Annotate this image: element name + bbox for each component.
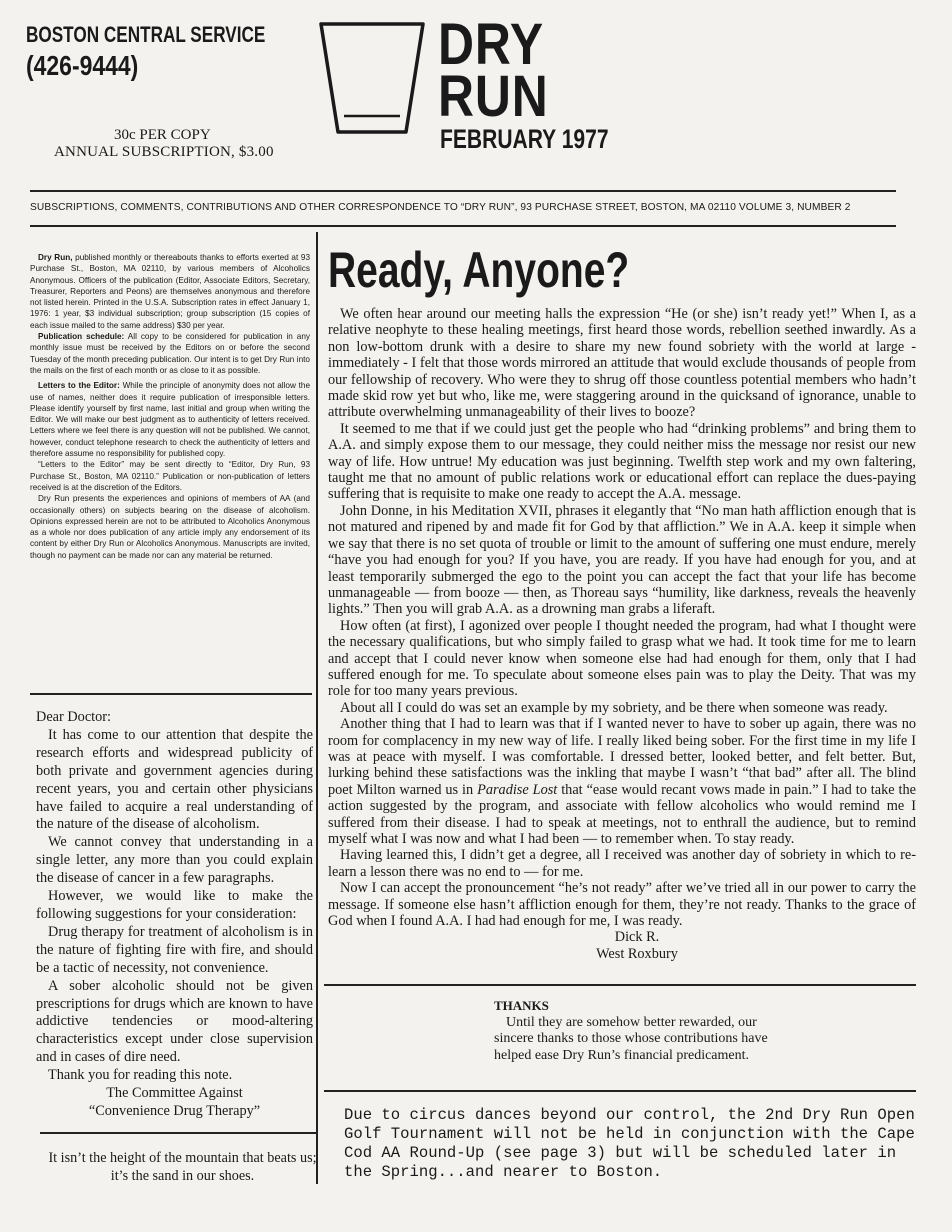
thanks-divider: [324, 1090, 916, 1092]
article-paragraph: How often (at first), I agonized over people I thought needed the program, had what I thought were the necessary qualifications, but who simply failed to grasp what we had. It took time for me to learn and accept that I could never know when someone else had had enough for them, only that I had suffered enough for me. To speculate about someone elses pain was to play the Deity. That was my role for too many years previous.: [328, 617, 916, 700]
dear-doctor-letter: [36, 709, 313, 1121]
article-paragraph: John Donne, in his Meditation XVII, phrases it elegantly that “No man hath affliction enough that is not matured and ripened by and made fit for God by that affliction.” We in A.A. keep it simple when we say that there is no set quota of trouble or limit to the amount of suffering one must endure, merely “have you had enough for you? If you have, you are ready. If you have had enough for you, and at least temporarily submerged the ego to the point you can accept the fact that your life has become unmanageable — from booze — then, as Thoreau says “humility, like darkness, reveals the heavenly lights.” Then you will grab A.A. as a drowning man grabs a liferaft.: [328, 502, 916, 618]
masthead-schedule-text: All copy to be considered for publication in any monthly issue must be received by the Editors on or before the second Tuesday of the month preceding publication. Our intent is to get Dry Run into the mails on the first of each month or as close to it as possible.: [30, 332, 310, 375]
thanks-body: Until they are somehow better rewarded, our sincere thanks to those whose contributions have helped ease Dry Run’s financial predicament.: [494, 1014, 768, 1063]
letter-paragraph: We cannot convey that understanding in a single letter, any more than you could explain the disease of cancer in a few paragraphs.: [36, 834, 313, 887]
article-body: [328, 306, 916, 962]
column-divider: [316, 232, 318, 1184]
article-text: Another thing that I had to learn was that if I wanted never to have to sober up again, there was no room for complacency in my new way of life. I really liked being sober. For the first time in my life I was at peace with myself. I was comfortable. I dressed better, looked better, and felt better. But, lurking behind these satisfactions was the inkling that maybe I wasn’t “that bad” after all. The blind poet Milton warned us in: [328, 716, 916, 798]
newsletter-title-line2: RUN: [438, 64, 549, 129]
letter-paragraph: Thank you for reading this note.: [48, 1067, 233, 1084]
masthead-schedule-lead: Publication schedule:: [38, 332, 125, 342]
masthead-letters: [30, 380, 310, 459]
drinking-glass-icon: [318, 20, 426, 138]
article-paragraph: We often hear around our meeting halls the expression “He (or she) isn’t ready yet!” When I, as a relative neophyte to these healing meetings, first heard those words, rebellion seethed inwardly. As a non low-bottom drunk with a desire to share my new found sobriety with the world at large - immediately - I felt that those words mirrored an attitude that would exclude thousands of people from our fellowship of recovery. Who were they to shrug off those countless potential members who hadn’t made skid row yet but who, like me, were staggering around in the quicksand of ignorance, unable to attribute overwhelming unmanageability of their lives to booze?: [328, 306, 916, 421]
article-author: Dick R.: [614, 929, 660, 946]
issue-date: FEBRUARY 1977: [440, 124, 609, 154]
letter-signature-line1: The Committee Against: [106, 1085, 243, 1102]
letter-paragraph: It has come to our attention that despite the research efforts and widespread publicity of both private and government agencies during recent years, you and certain other physicians have failed to acquire a real understanding of the nature of the disease of alcoholism.: [36, 726, 313, 833]
annual-subscription: ANNUAL SUBSCRIPTION, $3.00: [54, 144, 274, 160]
masthead-intro: [30, 252, 310, 331]
article-paragraph: [328, 716, 916, 847]
correspondence-divider: [30, 225, 896, 227]
article-divider: [324, 984, 916, 986]
masthead-letters-lead: Letters to the Editor:: [38, 381, 120, 391]
service-phone: (426-9444): [26, 50, 139, 81]
thanks-box: [494, 998, 776, 1064]
newsletter-title-line1: DRY: [438, 12, 545, 77]
masthead-letters-address: “Letters to the Editor” may be sent directly to “Editor, Dry Run, 93 Purchase St., Boston, MA 02110.” Publication or non-publication of letters received is at the discretion of the Editors.: [30, 460, 310, 492]
letter-paragraph: A sober alcoholic should not be given prescriptions for drugs which are known to have addictive tendencies or mood-altering characteristics except under close supervision and in cases of dire need.: [36, 977, 313, 1066]
correspondence-line: SUBSCRIPTIONS, COMMENTS, CONTRIBUTIONS AND OTHER CORRESPONDENCE TO “DRY RUN”, 93 PURCHASE STREET, BOSTON, MA 02110 VOLUME 3, NUMBER 2: [30, 202, 851, 213]
book-title: Paradise Lost: [477, 781, 558, 798]
price-per-copy: 30c PER COPY: [114, 127, 211, 143]
letter-paragraph: However, we would like to make the following suggestions for your consideration:: [36, 888, 313, 922]
masthead-letters-text: While the principle of anonymity does not allow the use of names, neither does it require publication of irresponsible letters. Please identify yourself by first name, last initial and group when writing the Editor. We will make our best judgment as to authenticity of letters received. Letters where we feel there is any question will not be published. We cannot, however, conduct telephone research to check the authenticity of letters and therefore assume no responsibility for published copy.: [30, 381, 311, 459]
quote-divider: [40, 1132, 316, 1134]
masthead-disclaimer: Dry Run presents the experiences and opinions of members of AA (and occasionally others) on subjects bearing on the disease of alcoholism. Opinions expressed herein are not to be attributed to Alcoholics Anonymous as a whole nor does publication of any article imply any endorsement of its content by either Dry Run or Alcoholics Anonymous. Manuscripts are invited, though no payment can be made nor can any material be returned.: [30, 494, 310, 560]
golf-tournament-notice: Due to circus dances beyond our control, the 2nd Dry Run Open Golf Tournament will not be held in conjunction with the Cape Cod AA Round-Up (see page 3) but will be scheduled later in the Spring...and nearer to Boston.: [344, 1106, 915, 1181]
article-paragraph: About all I could do was set an example by my sobriety, and be there when someone was ready.: [340, 699, 888, 716]
thanks-title: THANKS: [494, 998, 549, 1013]
letter-salutation: Dear Doctor:: [36, 709, 112, 725]
article-author-location: West Roxbury: [596, 945, 678, 962]
masthead-box: [30, 252, 310, 561]
header-divider: [30, 190, 896, 192]
masthead-intro-lead: Dry Run,: [38, 253, 73, 262]
quote: It isn’t the height of the mountain that beats us; it’s the sand in our shoes.: [48, 1150, 317, 1184]
letter-paragraph: Drug therapy for treatment of alcoholism is in the nature of fighting fire with fire, and should be a tactic of necessity, not convenience.: [36, 923, 313, 976]
masthead-schedule: [30, 331, 310, 376]
article-headline: Ready, Anyone?: [328, 242, 630, 298]
service-name: BOSTON CENTRAL SERVICE: [26, 22, 266, 47]
article-paragraph: Now I can accept the pronouncement “he’s not ready” after we’ve tried all in our power to carry the message. If someone else hasn’t affliction enough for them, they’re not ready. Thanks to the grace of God when I found A.A. I had had enough for me, I was ready.: [328, 880, 916, 930]
letter-signature-line2: “Convenience Drug Therapy”: [88, 1102, 261, 1119]
masthead-intro-text: published monthly or thereabouts thanks to efforts exerted at 93 Purchase St., Boston, MA 02110, by various members of Alcoholics Anonymous. Officers of the publication (Editor, Associate Editors, Secretary, Treasurer, Reporters and Peons) are themselves anonymous and therefore not listed herein. Printed in the U.S.A. Subscription rates in effect January 1, 1976: 1 year, $3 individual subscription; group subscription (15 copies of each issue mailed to the same address) $30 per year.: [30, 253, 310, 330]
article-paragraph: It seemed to me that if we could just get the people who had “drinking problems” and bring them to A.A. and simply expose them to our message, they could neither miss the message nor resist our new way of life. How untrue! My education was just beginning. Twelfth step work and my own faltering, taught me that no amount of public relations work or educational effort can replace the dues-paying suffering that is requisite to make one ready to accept the A.A. message.: [328, 420, 916, 503]
article-paragraph: Having learned this, I didn’t get a degree, all I received was another day of sobriety in which to re-learn a lesson there was no end to — for me.: [328, 847, 916, 880]
article-text: that “ease would recant vows made in pain.” I had to take the action suggested by the program, and associate with fellow alcoholics who would remind me I suffered from their disease. I had to speak at meetings, not to enthrall the audience, but to remind myself what I was now and what I had been — to remember when. To stay ready.: [328, 781, 916, 847]
masthead-divider: [30, 693, 312, 695]
